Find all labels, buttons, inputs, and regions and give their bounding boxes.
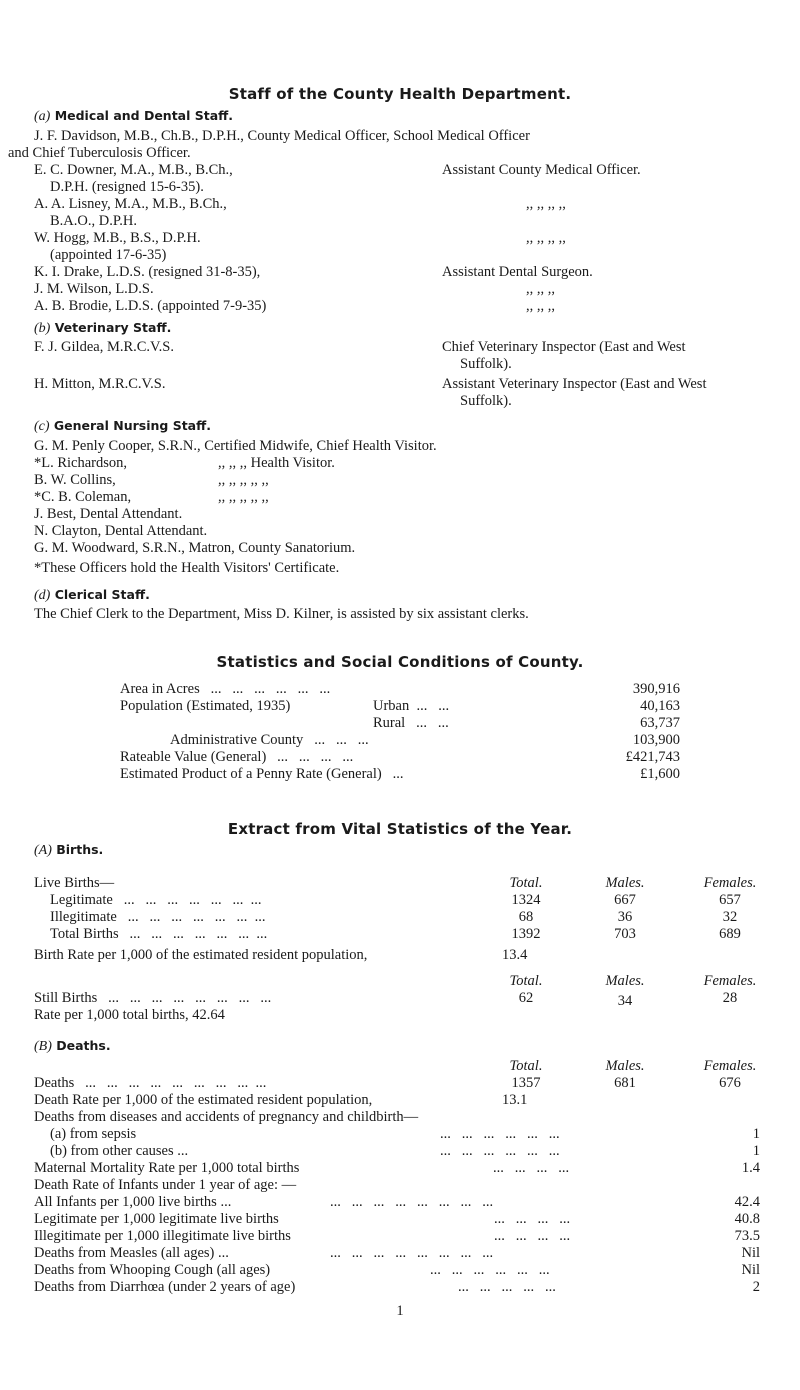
urban-label: Urban ... ... [373, 698, 450, 714]
clayton-line: N. Clayton, Dental Attendant. [34, 523, 208, 539]
statistics-title: Statistics and Social Conditions of County. [216, 653, 584, 671]
total-births-total: 1392 [511, 926, 541, 942]
nursing-heading: (c) General Nursing Staff. [34, 418, 211, 434]
births-heading: (A) Births. [34, 842, 104, 858]
lisney-ditto: ,, ,, ,, ,, [526, 196, 566, 212]
row-value: 1.4 [741, 1160, 760, 1176]
clerical-heading: (d) Clerical Staff. [34, 587, 150, 603]
admin-value: 103,900 [632, 732, 680, 748]
legitimate-total: 1324 [511, 892, 541, 908]
deaths-col-females-header: Females. [703, 1058, 757, 1074]
row-value: 1 [752, 1126, 760, 1142]
row-leader: ... ... ... ... ... [458, 1279, 556, 1295]
total-births-females: 689 [719, 926, 741, 942]
drake-role: Assistant Dental Surgeon. [442, 264, 593, 280]
hogg-ditto: ,, ,, ,, ,, [526, 230, 566, 246]
still-col-females-header: Females. [703, 973, 757, 989]
penny-label: Estimated Product of a Penny Rate (General) ... [120, 766, 404, 782]
row-leader: ... ... ... ... ... ... ... ... [330, 1194, 494, 1210]
drake-line: K. I. Drake, L.D.S. (resigned 31-8-35), [34, 264, 261, 280]
legitimate-males: 667 [614, 892, 636, 908]
deaths-males: 681 [614, 1075, 636, 1091]
row-value: 1 [752, 1143, 760, 1159]
still-births-males: 34 [617, 993, 633, 1009]
vital-title: Extract from Vital Statistics of the Year. [227, 820, 573, 838]
wilson-ditto: ,, ,, ,, [526, 281, 555, 297]
clerical-text: The Chief Clerk to the Department, Miss D. Kilner, is assisted by six assistant clerks. [34, 606, 529, 622]
deaths-females: 676 [719, 1075, 741, 1091]
mitton-line: H. Mitton, M.R.C.V.S. [34, 376, 166, 392]
rural-value: 63,737 [640, 715, 680, 731]
live-births-label: Live Births— [34, 875, 115, 891]
row-leader: ... ... ... ... ... ... ... ... [330, 1245, 494, 1261]
downer-role: Assistant County Medical Officer. [442, 162, 641, 178]
penly-cooper-line: G. M. Penly Cooper, S.R.N., Certified Midwife, Chief Health Visitor. [34, 438, 437, 454]
hogg-line2: (appointed 17-6-35) [50, 247, 167, 263]
row-label: (a) from sepsis [50, 1126, 137, 1142]
downer-line2: D.P.H. (resigned 15-6-35). [50, 179, 204, 195]
area-value: 390,916 [632, 681, 680, 697]
woodward-line: G. M. Woodward, S.R.N., Matron, County Sanatorium. [34, 540, 356, 556]
penny-value: £1,600 [640, 766, 680, 782]
total-births-males: 703 [614, 926, 636, 942]
row-label: Deaths from Measles (all ages) ... [34, 1245, 229, 1261]
collins-ditto: ,, ,, ,, ,, ,, [218, 472, 269, 488]
medical-heading: (a) Medical and Dental Staff. [34, 108, 234, 124]
row-leader: ... ... ... ... [493, 1160, 570, 1176]
coleman-name: *C. B. Coleman, [34, 489, 132, 505]
row-leader: ... ... ... ... ... ... [430, 1262, 550, 1278]
still-births-females: 28 [722, 990, 738, 1006]
population-label: Population (Estimated, 1935) [120, 698, 291, 714]
deaths-total: 1357 [511, 1075, 541, 1091]
lisney-line2: B.A.O., D.P.H. [50, 213, 138, 229]
rateable-value: £421,743 [625, 749, 680, 765]
death-rate-label: Death Rate per 1,000 of the estimated resident population, [34, 1092, 373, 1108]
infant-line: Death Rate of Infants under 1 year of age: — [34, 1177, 297, 1193]
richardson-role: ,, ,, ,, Health Visitor. [218, 455, 335, 471]
still-births-label: Still Births ... ... ... ... ... ... ... ... [34, 990, 272, 1006]
mitton-role-l2: Suffolk). [460, 393, 512, 409]
certificate-note: *These Officers hold the Health Visitors' Certificate. [34, 560, 340, 576]
still-rate-line: Rate per 1,000 total births, 42.64 [34, 1007, 225, 1023]
birth-rate-label: Birth Rate per 1,000 of the estimated resident population, [34, 947, 368, 963]
death-rate-value: 13.1 [502, 1092, 528, 1108]
brodie-line: A. B. Brodie, L.D.S. (appointed 7-9-35) [34, 298, 267, 314]
row-leader: ... ... ... ... [494, 1211, 571, 1227]
rural-label: Rural ... ... [373, 715, 449, 731]
illegitimate-males: 36 [617, 909, 633, 925]
row-value: 2 [752, 1279, 760, 1295]
row-leader: ... ... ... ... [494, 1228, 571, 1244]
col-males-header: Males. [605, 875, 645, 891]
davidson-line2: and Chief Tuberculosis Officer. [8, 145, 191, 161]
legitimate-label: Legitimate ... ... ... ... ... ... ... [50, 892, 262, 908]
row-label: Maternal Mortality Rate per 1,000 total births [34, 1160, 300, 1176]
downer-line1: E. C. Downer, M.A., M.B., B.Ch., [34, 162, 233, 178]
row-value: Nil [741, 1245, 760, 1261]
deaths-heading: (B) Deaths. [34, 1038, 111, 1054]
row-label: (b) from other causes ... [50, 1143, 189, 1159]
row-label: Legitimate per 1,000 legitimate live births [34, 1211, 279, 1227]
davidson-line1: J. F. Davidson, M.B., Ch.B., D.P.H., County Medical Officer, School Medical Officer [34, 128, 530, 144]
staff-title: Staff of the County Health Department. [228, 85, 572, 103]
deaths-col-males-header: Males. [605, 1058, 645, 1074]
row-label: All Infants per 1,000 live births ... [34, 1194, 232, 1210]
still-col-males-header: Males. [605, 973, 645, 989]
page-number: 1 [396, 1303, 404, 1319]
brodie-ditto: ,, ,, ,, [526, 298, 555, 314]
gildea-line: F. J. Gildea, M.R.C.V.S. [34, 339, 174, 355]
col-females-header: Females. [703, 875, 757, 891]
row-value: 73.5 [734, 1228, 760, 1244]
col-total-header: Total. [509, 875, 543, 891]
hogg-line1: W. Hogg, M.B., B.S., D.P.H. [34, 230, 201, 246]
still-col-total-header: Total. [509, 973, 543, 989]
lisney-line1: A. A. Lisney, M.A., M.B., B.Ch., [34, 196, 227, 212]
deaths-col-total-header: Total. [509, 1058, 543, 1074]
row-label: Illegitimate per 1,000 illegitimate live births [34, 1228, 291, 1244]
wilson-line: J. M. Wilson, L.D.S. [34, 281, 154, 297]
coleman-ditto: ,, ,, ,, ,, ,, [218, 489, 269, 505]
area-label: Area in Acres ... ... ... ... ... ... [120, 681, 331, 697]
row-leader: ... ... ... ... ... ... [440, 1143, 560, 1159]
collins-name: B. W. Collins, [34, 472, 116, 488]
gildea-role-l1: Chief Veterinary Inspector (East and West [442, 339, 686, 355]
illegitimate-label: Illegitimate ... ... ... ... ... ... ... [50, 909, 266, 925]
still-births-total: 62 [518, 990, 534, 1006]
illegitimate-total: 68 [518, 909, 534, 925]
gildea-role-l2: Suffolk). [460, 356, 512, 372]
row-value: 42.4 [734, 1194, 760, 1210]
row-value: 40.8 [734, 1211, 760, 1227]
birth-rate-value: 13.4 [502, 947, 528, 963]
urban-value: 40,163 [640, 698, 680, 714]
admin-label: Administrative County ... ... ... [170, 732, 369, 748]
legitimate-females: 657 [719, 892, 741, 908]
row-leader: ... ... ... ... ... ... [440, 1126, 560, 1142]
total-births-label: Total Births ... ... ... ... ... ... ... [50, 926, 268, 942]
best-line: J. Best, Dental Attendant. [34, 506, 183, 522]
row-label: Deaths from Whooping Cough (all ages) [34, 1262, 271, 1278]
deaths-label: Deaths ... ... ... ... ... ... ... ... ... [34, 1075, 267, 1091]
illegitimate-females: 32 [722, 909, 738, 925]
pregnancy-line: Deaths from diseases and accidents of pregnancy and childbirth— [34, 1109, 419, 1125]
rateable-label: Rateable Value (General) ... ... ... ... [120, 749, 354, 765]
mitton-role-l1: Assistant Veterinary Inspector (East and West [442, 376, 707, 392]
row-value: Nil [741, 1262, 760, 1278]
richardson-name: *L. Richardson, [34, 455, 128, 471]
row-label: Deaths from Diarrhœa (under 2 years of age) [34, 1279, 296, 1295]
veterinary-heading: (b) Veterinary Staff. [34, 320, 172, 336]
